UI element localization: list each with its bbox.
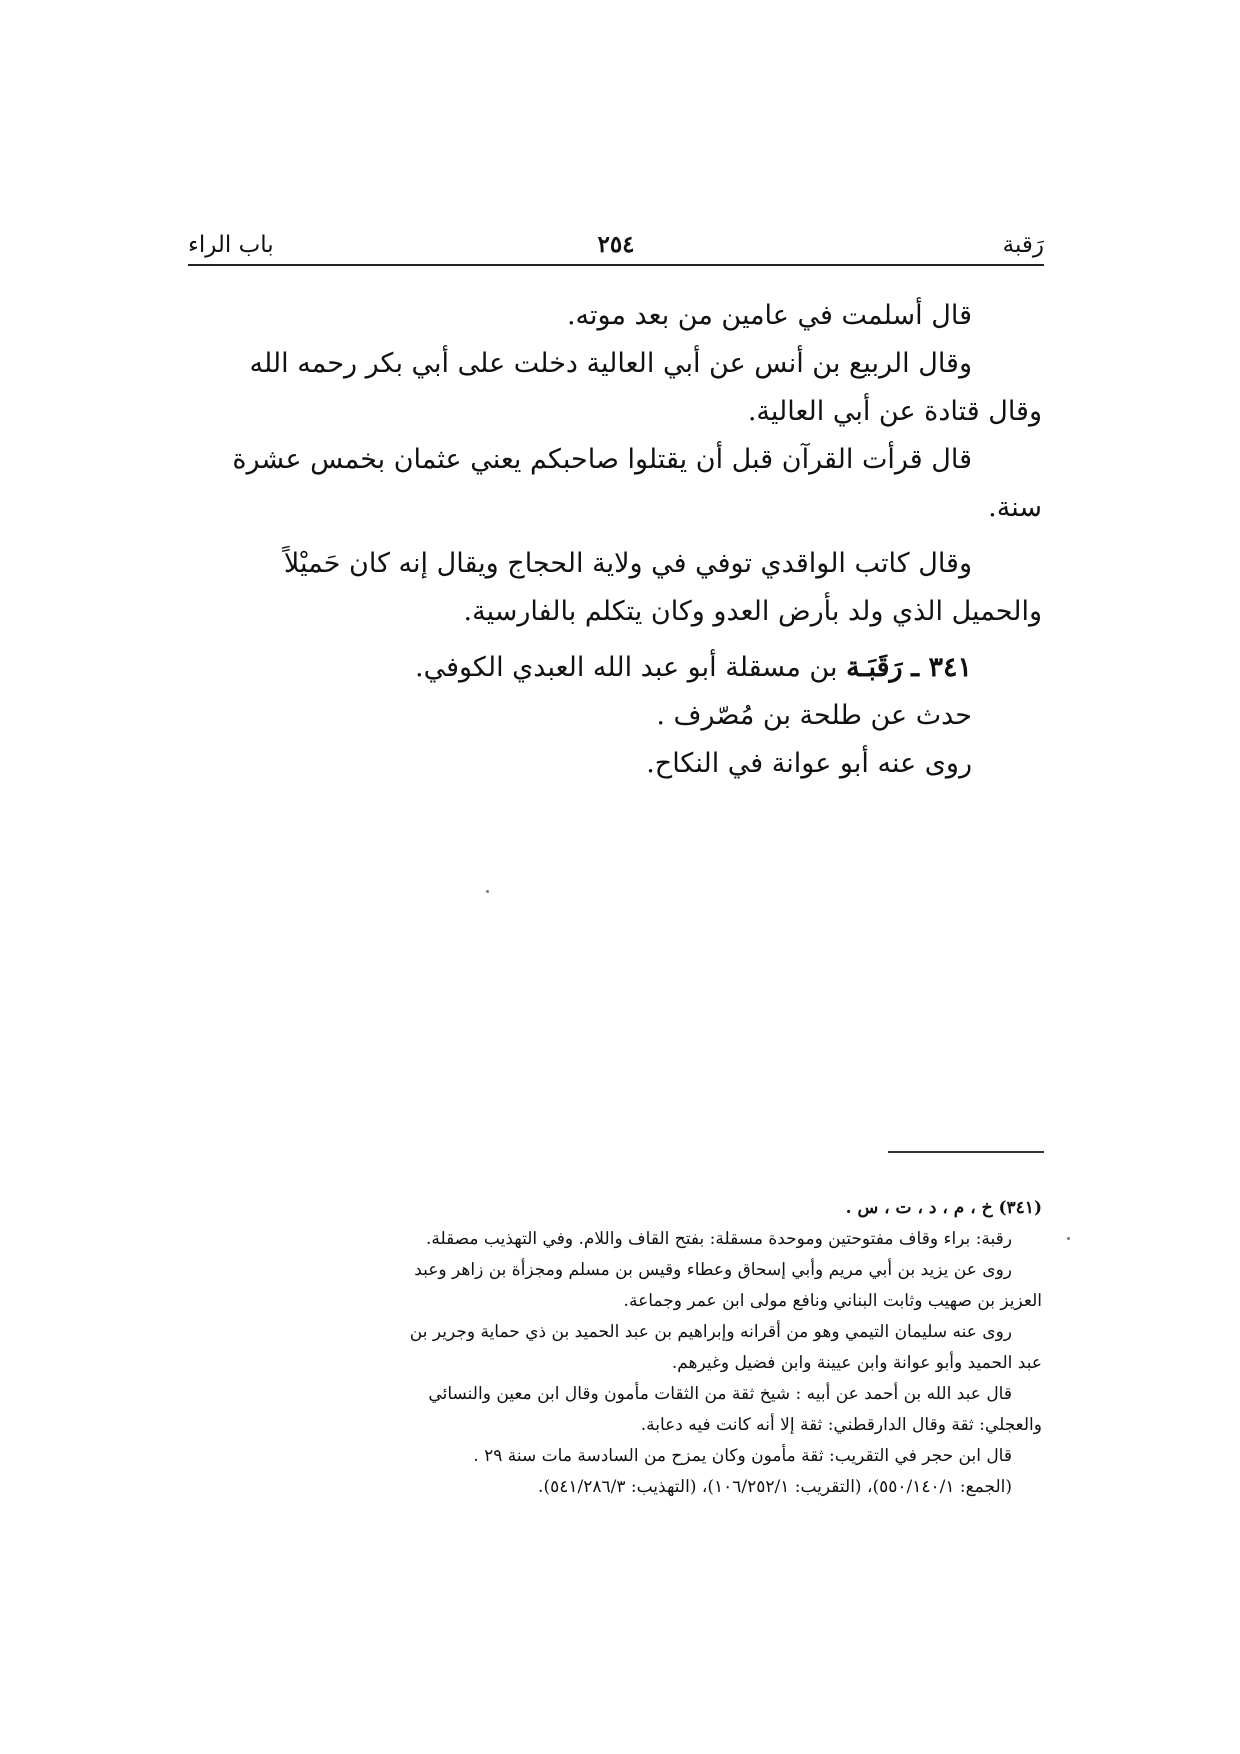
header-chapter-title: باب الراء bbox=[188, 232, 274, 258]
entry-heading-rest: بن مسقلة أبو عبد الله العبدي الكوفي. bbox=[414, 652, 838, 683]
footnote-line: عبد الحميد وأبو عوانة وابن عيينة وابن فضيل وغيرهم. bbox=[671, 1353, 1042, 1373]
text-line: وقال قتادة عن أبي العالية. bbox=[747, 396, 1042, 427]
footnote-line: والعجلي: ثقة وقال الدارقطني: ثقة إلا أنه كانت فيه دعابة. bbox=[640, 1415, 1042, 1435]
scan-speck bbox=[1067, 1237, 1070, 1240]
footnote-line: روى عن يزيد بن أبي مريم وأبي إسحاق وعطاء وقيس بن مسلم ومجزأة بن زاهر وعبد bbox=[414, 1260, 1012, 1280]
text-line: وقال كاتب الواقدي توفي في ولاية الحجاج ويقال إنه كان حَميْلاً bbox=[283, 548, 972, 579]
running-header bbox=[188, 224, 1044, 266]
header-entry-word: رَقبة bbox=[1002, 232, 1044, 258]
text-line: وقال الربيع بن أنس عن أبي العالية دخلت على أبي بكر رحمه الله bbox=[249, 348, 972, 379]
scan-speck bbox=[486, 890, 489, 893]
footnote-separator bbox=[888, 1151, 1044, 1153]
footnote-line: (٣٤١) خ ، م ، د ، ت ، س . bbox=[845, 1198, 1042, 1218]
footnote-line: العزيز بن صهيب وثابت البناني ونافع مولى ابن عمر وجماعة. bbox=[623, 1291, 1042, 1311]
text-line: قال قرأت القرآن قبل أن يقتلوا صاحبكم يعني عثمان بخمس عشرة bbox=[232, 444, 972, 475]
text-line: روى عنه أبو عوانة في النكاح. bbox=[646, 748, 972, 779]
footnote-line: قال ابن حجر في التقريب: ثقة مأمون وكان يمزح من السادسة مات سنة ٢٩ . bbox=[473, 1446, 1012, 1466]
entry-number: ٣٤١ ـ bbox=[911, 652, 972, 683]
text-line: والحميل الذي ولد بأرض العدو وكان يتكلم بالفارسية. bbox=[463, 596, 1042, 627]
footnote-line: قال عبد الله بن أحمد عن أبيه : شيخ ثقة من الثقات مأمون وقال ابن معين والنسائي bbox=[428, 1384, 1012, 1404]
footnotes bbox=[212, 1193, 1042, 1503]
main-text bbox=[212, 292, 1042, 788]
entry-heading bbox=[212, 644, 1042, 692]
text-line: قال أسلمت في عامين من بعد موته. bbox=[566, 300, 972, 331]
footnote-line: رقبة: براء وقاف مفتوحتين وموحدة مسقلة: بفتح القاف واللام. وفي التهذيب مصقلة. bbox=[425, 1229, 1012, 1249]
text-line: سنة. bbox=[988, 492, 1042, 523]
footnote-line: روى عنه سليمان التيمي وهو من أقرانه وإبراهيم بن عبد الحميد بن ذي حماية وجرير بن bbox=[409, 1322, 1012, 1342]
text-line: حدث عن طلحة بن مُصّرف . bbox=[656, 700, 972, 731]
page-number: ٢٥٤ bbox=[597, 231, 635, 258]
footnote-line: (الجمع: ٥٥٠/١٤٠/١)، (التقريب: ١٠٦/٢٥٢/١)، (التهذيب: ٥٤١/٢٨٦/٣). bbox=[538, 1477, 1012, 1497]
entry-name: رَقَبَـة bbox=[846, 652, 903, 683]
